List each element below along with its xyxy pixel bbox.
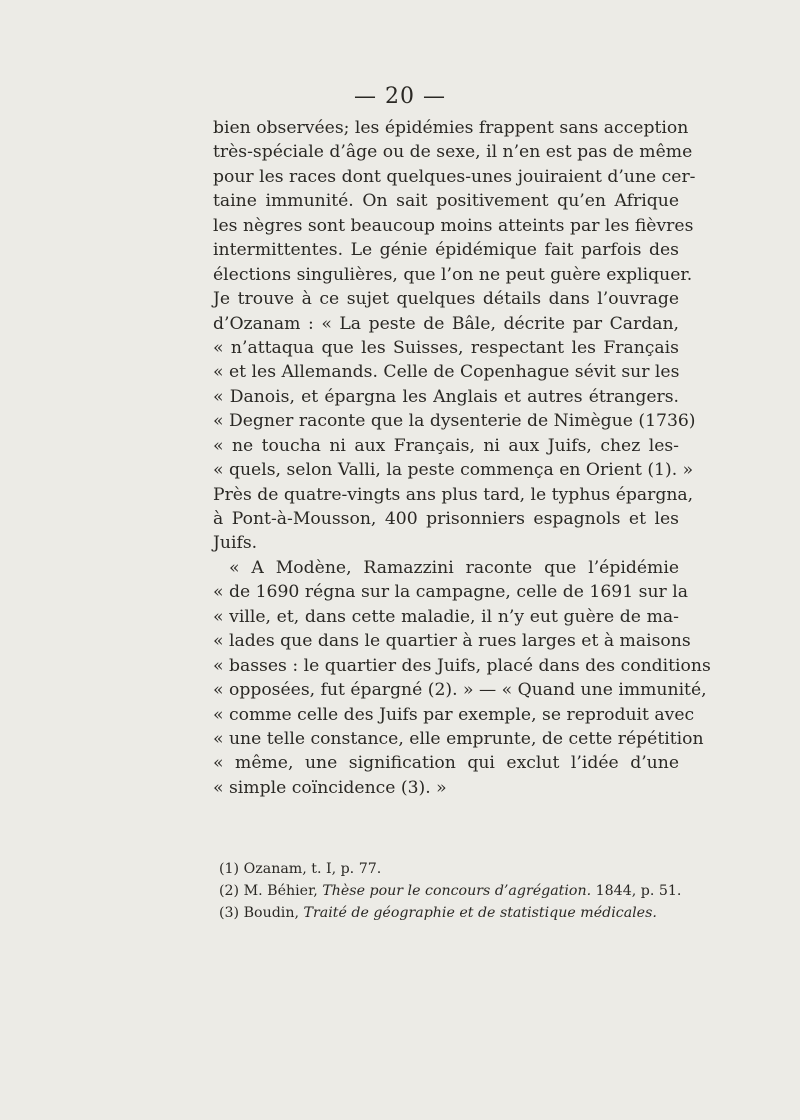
text-line: élections singulières, que l’on ne peut guère expliquer. — [213, 264, 693, 285]
text-line: « Degner raconte que la dysenterie de Nimègue (1736) — [213, 411, 696, 432]
footnote-marker: (2) — [219, 883, 240, 899]
paragraph-1 — [213, 116, 696, 556]
footnotes — [219, 858, 689, 924]
text-line: « Danois, et épargna les Anglais et autres étrangers. — [213, 386, 679, 407]
text-line: « n’attaqua que les Suisses, respectant les Français — [213, 337, 679, 358]
body-text — [213, 116, 711, 800]
footnote-1 — [219, 858, 689, 880]
paragraph-2 — [213, 556, 711, 800]
footnote-marker: (1) — [219, 861, 240, 877]
text-line: « de 1690 régna sur la campagne, celle de 1691 sur la — [213, 582, 688, 603]
text-line: bien observées; les épidémies frappent sans acception — [213, 118, 689, 138]
footnote-work-title: Thèse pour le concours d’agrégation. — [322, 883, 592, 899]
text-line: « comme celle des Juifs par exemple, se reproduit avec — [213, 704, 695, 725]
footnote-marker: (3) — [219, 905, 240, 921]
text-line: « basses : le quartier des Juifs, placé dans des conditions — [213, 655, 711, 676]
page-number: — 20 — — [354, 84, 446, 109]
footnote-3 — [219, 902, 689, 924]
text-line: « ne toucha ni aux Français, ni aux Juifs, chez les- — [213, 435, 679, 456]
footnote-author: M. Béhier, — [243, 883, 318, 899]
text-line: Juifs. — [213, 533, 258, 554]
footnote-2 — [219, 880, 689, 902]
text-line: « opposées, fut épargné (2). » — « Quand une immunité, — [213, 680, 707, 701]
text-line: « et les Allemands. Celle de Copenhague sévit sur les — [213, 362, 680, 383]
footnote-details: 1844, p. 51. — [595, 883, 682, 899]
text-line: très-spéciale d’âge ou de sexe, il n’en est pas de même — [213, 142, 693, 163]
text-line: Près de quatre-vingts ans plus tard, le typhus épargna, — [213, 484, 694, 505]
text-line: pour les races dont quelques-unes jouiraient d’une cer- — [213, 166, 696, 187]
footnote-work-title: Traité de géographie et de statistique médicales. — [303, 905, 657, 921]
text-line: « même, une signification qui exclut l’idée d’une — [213, 753, 679, 774]
text-line: « ville, et, dans cette maladie, il n’y eut guère de ma- — [213, 606, 679, 627]
text-line: taine immunité. On sait positivement qu’en Afrique — [213, 191, 679, 212]
text-line: les nègres sont beaucoup moins atteints par les fièvres — [213, 215, 694, 236]
text-line: « une telle constance, elle emprunte, de cette répétition — [213, 728, 704, 749]
footnote-author: Boudin, — [243, 905, 299, 921]
text-line: « quels, selon Valli, la peste commença en Orient (1). » — [213, 460, 694, 481]
text-line: « lades que dans le quartier à rues larges et à maisons — [213, 631, 691, 652]
text-line: « simple coïncidence (3). » — [213, 777, 447, 798]
text-line: d’Ozanam : « La peste de Bâle, décrite par Cardan, — [213, 313, 679, 334]
text-line: à Pont-à-Mousson, 400 prisonniers espagnols et les — [213, 509, 679, 529]
text-line: intermittentes. Le génie épidémique fait parfois des — [213, 240, 679, 261]
text-line: « A Modène, Ramazzini raconte que l’épidémie — [229, 557, 679, 578]
footnote-text: Ozanam, t. I, p. 77. — [243, 861, 382, 877]
text-line: Je trouve à ce sujet quelques détails dans l’ouvrage — [213, 289, 679, 310]
